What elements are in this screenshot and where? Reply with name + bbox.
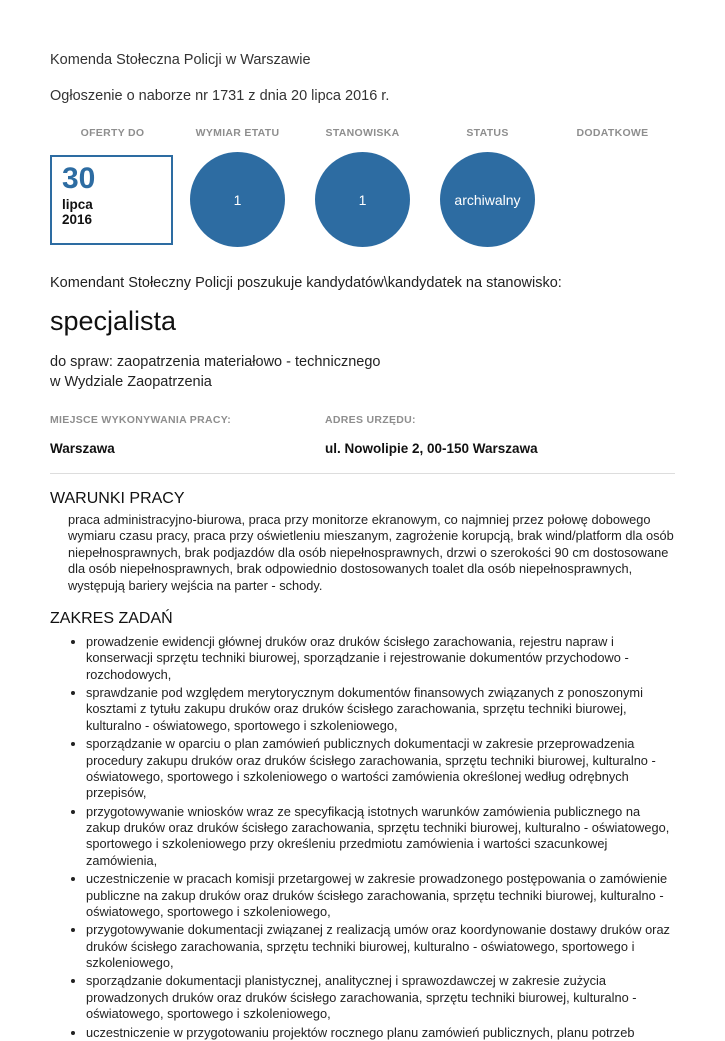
stat-positions-label: STANOWISKA — [325, 127, 400, 139]
office-address-label: ADRES URZĘDU: — [325, 414, 416, 426]
position-subtitle — [50, 352, 675, 392]
workplace-label: MIEJSCE WYKONYWANIA PRACY: — [50, 414, 232, 426]
task-item: • uczestniczenie w pracach komisji przetargowej w zakresie prowadzonego postępowania o zamówienie publiczne na zakup druków oraz druków ścisłego zarachowania, sprzętu techniki biurowej, kulturalno - oświatowego, sportowego i szkoleniowego, — [86, 871, 675, 920]
stat-positions — [300, 127, 425, 247]
stats-row — [50, 127, 675, 247]
location-meta — [50, 414, 675, 456]
status-badge: archiwalny — [440, 152, 535, 247]
task-item: • sporządzanie dokumentacji planistycznej, analitycznej i sprawozdawczej w zakresie zużycia prowadzonych druków oraz druków ścisłego zarachowania, sprzętu techniki biurowej, kulturalno - oświatowego, sportowego i szkoleniowego, — [86, 973, 675, 1022]
stat-status-label: STATUS — [466, 127, 509, 139]
deadline-year: 2016 — [62, 212, 93, 227]
stat-extra-label: DODATKOWE — [576, 127, 649, 139]
intro-line: Komendant Stołeczny Policji poszukuje kandydatów\kandydatek na stanowisko: — [50, 275, 562, 291]
tasks-list — [72, 634, 675, 1041]
organization-name: Komenda Stołeczna Policji w Warszawie — [50, 52, 311, 68]
positions-value-circle: 1 — [315, 152, 410, 247]
page-title: specjalista — [50, 306, 177, 336]
stat-extra — [550, 127, 675, 139]
stat-fte-label: WYMIAR ETATU — [195, 127, 280, 139]
deadline-day: 30 — [62, 162, 96, 195]
position-subtitle-line2: w Wydziale Zaopatrzenia — [50, 374, 212, 390]
office-address-column — [325, 414, 538, 456]
stat-offers-deadline — [50, 127, 175, 245]
position-subtitle-line1: do spraw: zaopatrzenia materiałowo - technicznego — [50, 354, 381, 370]
stat-offers-label: OFERTY DO — [80, 127, 145, 139]
workplace-value: Warszawa — [50, 441, 115, 456]
announcement-number: Ogłoszenie o naborze nr 1731 z dnia 20 lipca 2016 r. — [50, 88, 390, 104]
section-divider — [50, 473, 675, 474]
stat-status — [425, 127, 550, 247]
stat-fte — [175, 127, 300, 247]
tasks-heading: ZAKRES ZADAŃ — [50, 609, 173, 627]
work-conditions-heading: WARUNKI PRACY — [50, 490, 185, 507]
office-address-value: ul. Nowolipie 2, 00-150 Warszawa — [325, 441, 538, 456]
work-conditions-text: praca administracyjno-biurowa, praca przy monitorze ekranowym, co najmniej przez połowę dobowego wymiaru czasu pracy, praca przy oświetleniu mieszanym, zagrożenie korupcją, brak wind/platform dla osób niepełnosprawnych, brak podjazdów dla osób niepełnosprawnych, drzwi o szerokości 90 cm dostosowane dla osób niepełnosprawnych, brak odpowiednio dostosowanych toalet dla osób niepełnosprawnych, występują bariery wejścia na parter - schody. — [68, 512, 674, 593]
offers-deadline-box — [50, 155, 173, 245]
workplace-column — [50, 414, 325, 456]
task-item: • przygotowywanie wniosków wraz ze specyfikacją istotnych warunków zamówienia publicznego na zakup druków oraz druków ścisłego zarachowania, sprzętu techniki biurowej, kulturalno - oświatowego, sportowego i szkoleniowego przy określeniu przedmiotu zamówienia i wartości szacunkowej zamówienia, — [86, 804, 675, 870]
task-item: • sprawdzanie pod względem merytorycznym dokumentów finansowych związanych z ponoszonymi kosztami z tytułu zakupu druków oraz druków ścisłego zarachowania, sprzętu techniki biurowej, kulturalno - oświatowego, sportowego i szkoleniowego, — [86, 685, 675, 734]
fte-value-circle: 1 — [190, 152, 285, 247]
deadline-month: lipca — [62, 197, 93, 212]
task-item: • sporządzanie w oparciu o plan zamówień publicznych dokumentacji w zakresie przeprowadzenia procedury zakupu druków oraz druków ścisłego zarachowania, sprzętu techniki biurowej, kulturalno - oświatowego, sportowego i szkoleniowego o wartości zamówienia określonej według odrębnych przepisów, — [86, 736, 675, 802]
task-item: • uczestniczenie w przygotowaniu projektów rocznego planu zamówień publicznych, planu potrzeb — [86, 1025, 675, 1041]
task-item: • przygotowywanie dokumentacji związanej z realizacją umów oraz koordynowanie dostawy druków oraz druków ścisłego zarachowania, sprzętu techniki biurowej, kulturalno - oświatowego, sportowego i szkoleniowego, — [86, 922, 675, 971]
task-item: • prowadzenie ewidencji głównej druków oraz druków ścisłego zarachowania, rejestru napraw i konserwacji sprzętu techniki biurowej, sporządzanie i rejestrowanie dokumentów przychodowo - rozchodowych, — [86, 634, 675, 683]
